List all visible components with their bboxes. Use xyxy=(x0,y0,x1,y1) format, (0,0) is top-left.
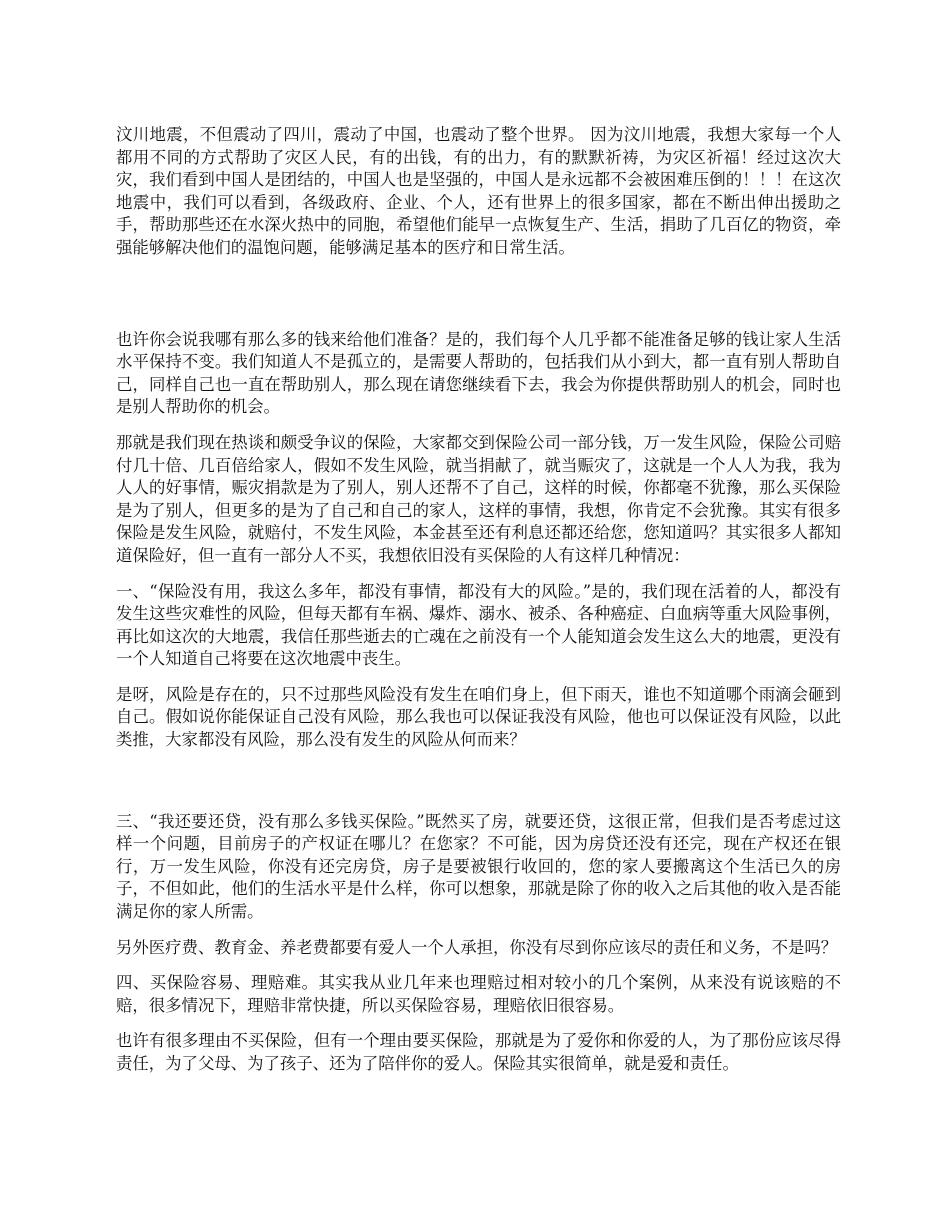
paragraph-earthquake-intro: 汶川地震，不但震动了四川，震动了中国，也震动了整个世界。 因为汶川地震，我想大家每一个人都用不同的方式帮助了灾区人民，有的出钱，有的出力，有的默默祈祷，为灾区祈福！经过这次大灾，我们看到中国人是团结的，中国人也是坚强的，中国人是永远都不会被困难压倒的！！！在这次地震中，我们可以看到，各级政府、企业、个人，还有世界上的很多国家，都在不断出伸出援助之手，帮助那些还在水深火热中的同胞，希望他们能早一点恢复生产、生活，捐助了几百亿的物资，牵强能够解决他们的温饱问题，能够满足基本的医疗和日常生活。 xyxy=(116,125,841,257)
paragraph-insurance-explained: 那就是我们现在热谈和颇受争议的保险，大家都交到保险公司一部分钱，万一发生风险，保险公司赔付几十倍、几百倍给家人，假如不发生风险，就当捐献了，就当赈灾了，这就是一个人人为我，我为人人的好事情，赈灾捐款是为了别人，别人还帮不了自己，这样的时候，你都毫不犹豫，那么买保险是为了别人，但更多的是为了自己和自己的家人，这样的事情，我想，你肯定不会犹豫。其实有很多保险是发生风险，就赔付，不发生风险，本金甚至还有利息还都还给您，您知道吗？其实很多人都知道保险好，但一直有一部分人不买，我想依旧没有买保险的人有这样几种情况： xyxy=(116,432,841,565)
paragraph-risk-exists: 是呀，风险是存在的，只不过那些风险没有发生在咱们身上，但下雨天，谁也不知道哪个雨滴会砸到自己。假如说你能保证自己没有风险，那么我也可以保证我没有风险，他也可以保证没有风险，以此类推，大家都没有风险，那么没有发生的风险从何而来？ xyxy=(116,684,841,750)
paragraph-money-concern: 也许你会说我哪有那么多的钱来给他们准备？是的，我们每个人几乎都不能准备足够的钱让家人生活水平保持不变。我们知道人不是孤立的，是需要人帮助的，包括我们从小到大，都一直有别人帮助自己，同样自己也一直在帮助别人，那么现在请您继续看下去，我会为你提供帮助别人的机会，同时也是别人帮助你的机会。 xyxy=(116,329,841,417)
document-body xyxy=(116,124,841,1076)
paragraph-reason-one: 一、“保险没有用，我这么多年，都没有事情，都没有大的风险。”是的，我们现在活着的人，都没有发生这些灾难性的风险，但每天都有车祸、爆炸、溺水、被杀、各种癌症、白血病等重大风险事例，再比如这次的大地震，我信任那些逝去的亡魂在之前没有一个人能知道会发生这么大的地震，更没有一个人知道自己将要在这次地震中丧生。 xyxy=(116,581,841,669)
paragraph-reason-three: 三、“我还要还贷，没有那么多钱买保险。”既然买了房，就要还贷，这很正常，但我们是否考虑过这样一个问题，目前房子的产权证在哪儿？在您家？不可能，因为房贷还没有还完，现在产权还在银行，万一发生风险，你没有还完房贷，房子是要被银行收回的，您的家人要搬离这个生活已久的房子，不但如此，他们的生活水平是什么样，你可以想象，那就是除了你的收入之后其他的收入是否能满足你的家人所需。 xyxy=(116,811,841,922)
paragraph-conclusion: 也许有很多理由不买保险，但有一个理由要买保险，那就是为了爱你和你爱的人，为了那份应该尽得责任，为了父母、为了孩子、还为了陪伴你的爱人。保险其实很简单，就是爱和责任。 xyxy=(116,1031,841,1073)
paragraph-reason-four: 四、买保险容易、理赔难。其实我从业几年来也理赔过相对较小的几个案例，从来没有说该赔的不赔，很多情况下，理赔非常快捷，所以买保险容易，理赔依旧很容易。 xyxy=(116,973,841,1015)
paragraph-family-costs: 另外医疗费、教育金、养老费都要有爱人一个人承担，你没有尽到你应该尽的责任和义务，不是吗？ xyxy=(116,937,838,957)
